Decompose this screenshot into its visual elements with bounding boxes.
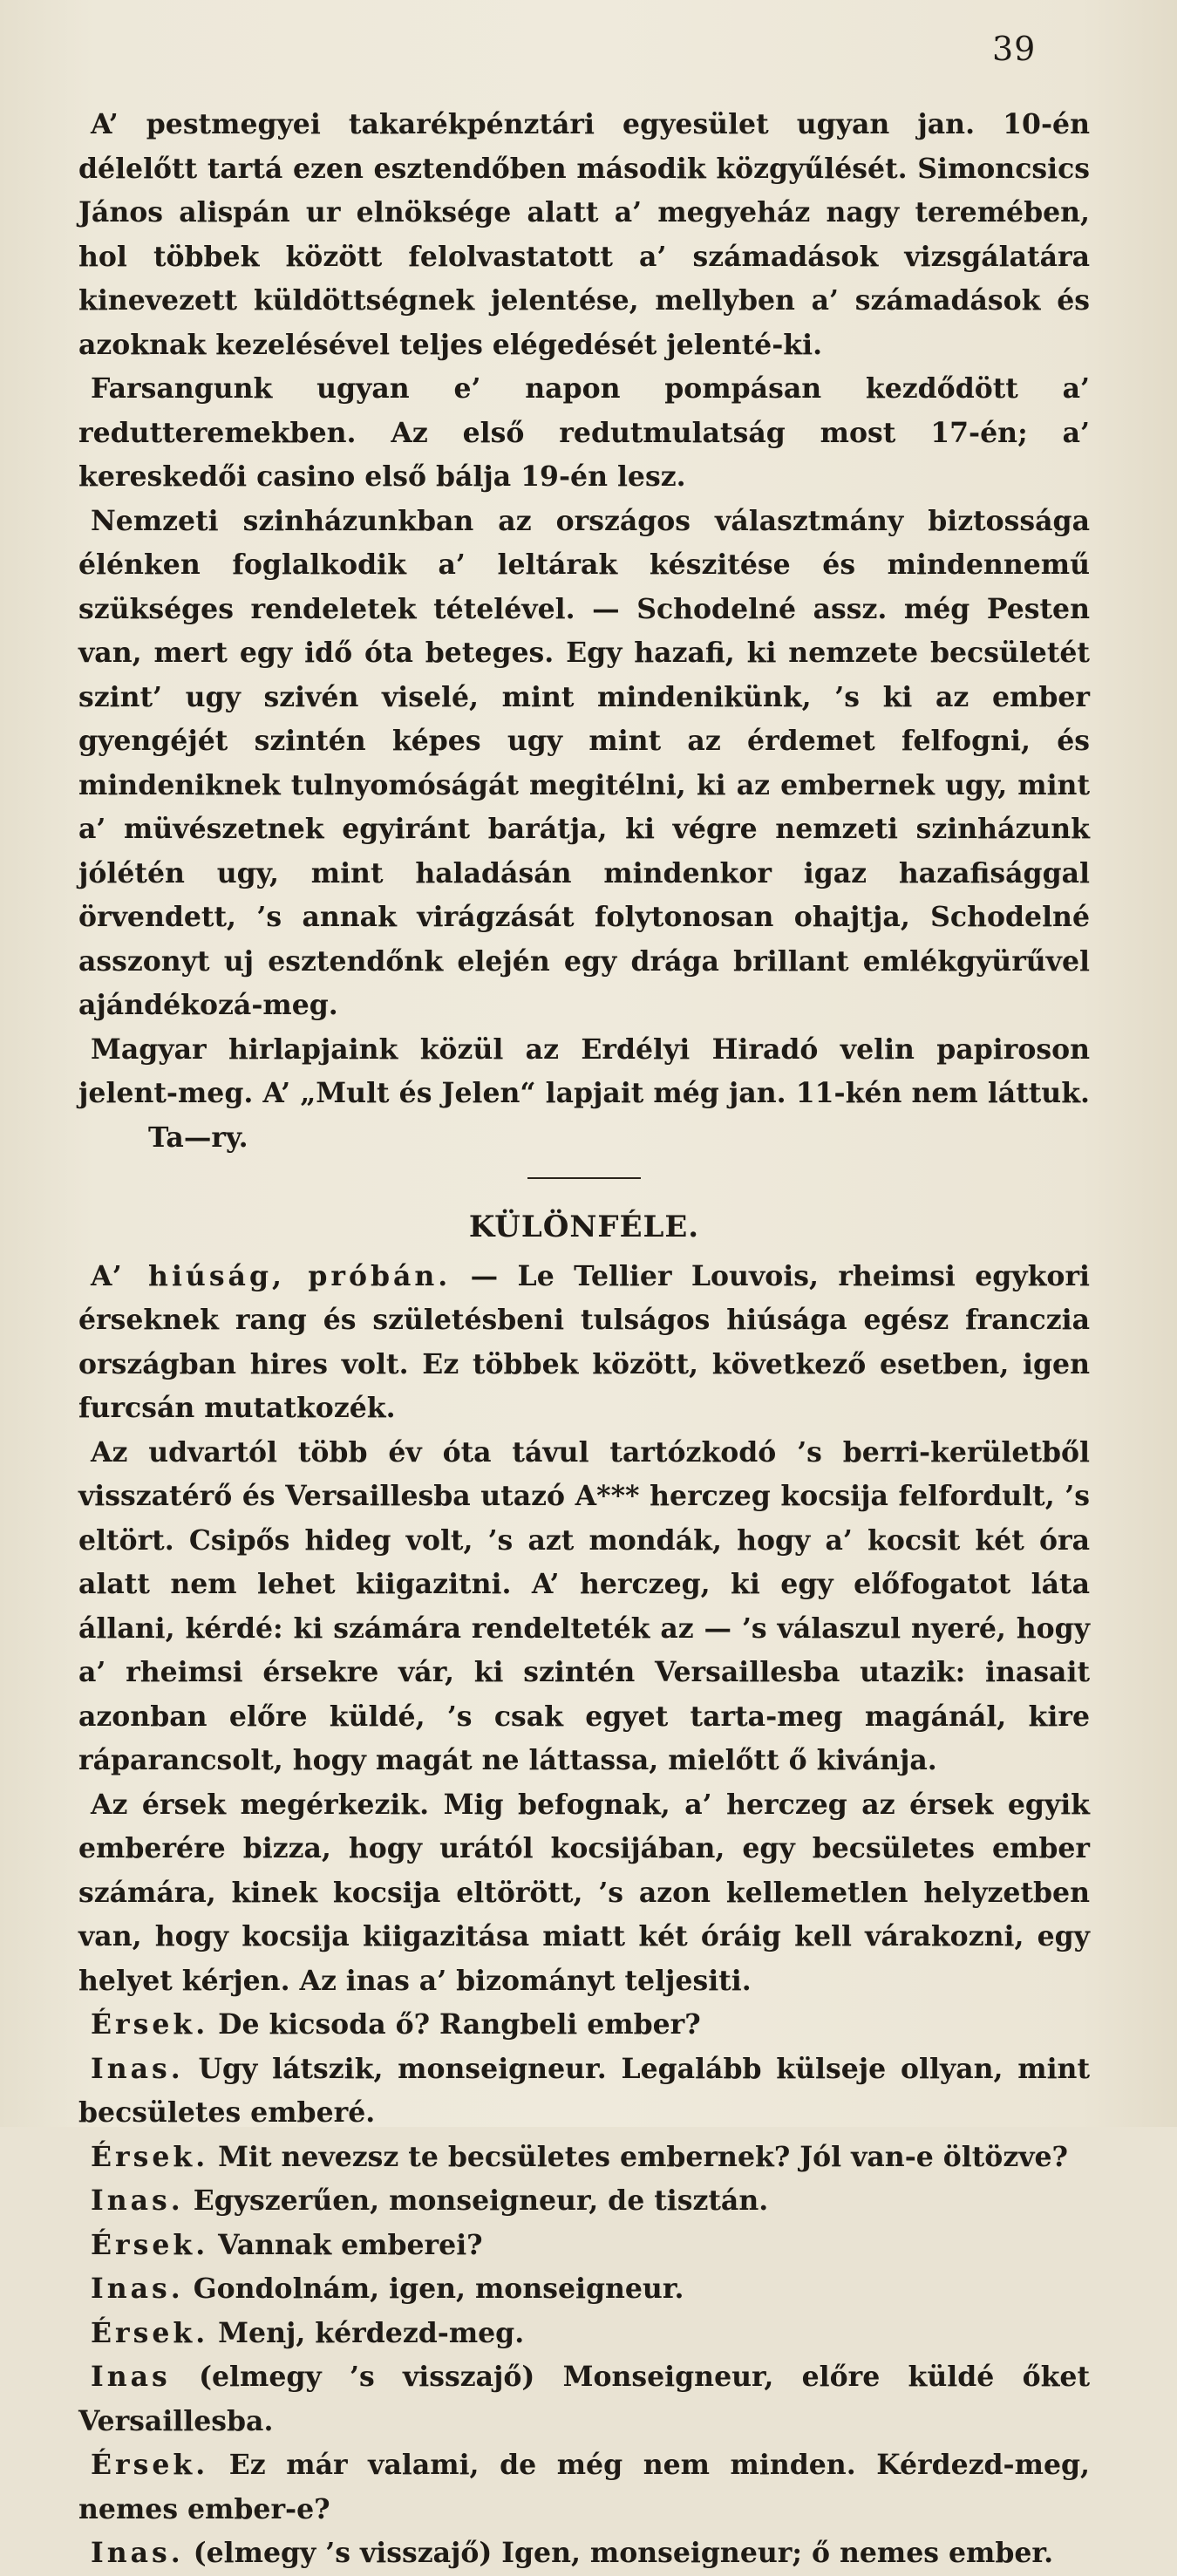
anecdote-paragraph: Az udvartól több év óta távul tartózkodó ’s berri-kerületből visszatérő és Versaillesba utazó A*** herczeg kocsija felfordult, ’s eltört. Csipős hideg volt, ’s azt mondák, hogy a’ kocsit két óra alatt nem lehet kiigazitni. A’ herczeg, ki egy előfogatot láta állani, kérdé: ki számára rendelteték az — ’s válaszul nyeré, hogy a’ rheimsi érsekre vár, ki szintén Versaillesba utazik: inasait azonban előre küldé, ’s csak egyet tarta-meg magánál, kire ráparancsolt, hogy magát ne láttassa, mielőtt ő kivánja. <box>78 1435 1090 1776</box>
anecdote-intro-text: — Le Tellier Louvois, rheimsi egykori érseknek rang és születésbeni tulságos hiúsága egész franczia országban hires volt. Ez többek között, következő esetben, igen furcsán mutatkozék. <box>78 1259 1091 1424</box>
dialogue-text: (elmegy ’s visszajő) Monseigneur, előre küldé őket Versaillesba. <box>78 2361 1091 2437</box>
dialogue-text: Egyszerűen, monseigneur, de tisztán. <box>193 2184 769 2217</box>
dialogue-text: Ugy látszik, monseigneur. Legalább külseje ollyan, mint becsületes emberé. <box>78 2052 1091 2129</box>
dialogue-speaker: Érsek. <box>91 2449 209 2481</box>
anecdote-intro <box>78 1255 1090 1431</box>
anecdote-title: A’ hiúság, próbán. <box>91 1259 452 1292</box>
page-text <box>78 103 1090 2576</box>
paragraph-hirlapok-text: Magyar hirlapjaink közül az Erdélyi Hiradó velin papiroson jelent-meg. A’ „Mult és Jelen“ lapjait még jan. 11-kén nem láttuk. <box>78 1032 1090 1109</box>
dialogue-text: Gondolnám, igen, monseigneur. <box>193 2273 684 2305</box>
dialogue-text: Mit nevezsz te becsületes embernek? Jól van-e öltözve? <box>218 2140 1069 2173</box>
dialogue-line <box>78 2355 1090 2443</box>
dialogue-text: Ez már valami, de még nem minden. Kérdezd-meg, nemes ember-e? <box>78 2449 1090 2525</box>
anecdote-paragraph: Az érsek megérkezik. Mig befognak, a’ herczeg az érsek egyik emberére bizza, hogy urától kocsijában, egy becsületes ember számára, kinek kocsija eltörött, ’s azon kellemetlen helyzetben van, hogy kocsija kiigazitása miatt két óráig kell várakozni, egy helyet kérjen. Az inas a’ bizományt teljesiti. <box>78 1788 1090 1997</box>
separator-rule <box>527 1177 641 1179</box>
dialogue-text: (elmegy ’s visszajő) Igen, monseigneur; ő nemes ember. <box>193 2537 1054 2569</box>
paragraph-takarekpenztar: A’ pestmegyei takarékpénztári egyesület ugyan jan. 10-én délelőtt tartá ezen esztendőben második közgyűlését. Simoncsics János alispán ur elnöksége alatt a’ megyeház nagy teremében, hol többek között felolvastatott a’ számadások vizsgálatára kinevezett küldöttségnek jelentése, mellyben a’ számadások és azoknak kezelésével teljes elégedését jelenté-ki. <box>78 108 1090 361</box>
dialogue-speaker: Inas. <box>91 2273 184 2305</box>
dialogue-line <box>78 2179 1090 2224</box>
dialogue-line <box>78 2532 1090 2576</box>
dialogue-speaker: Inas. <box>91 2184 184 2217</box>
page-number: 39 <box>992 30 1037 68</box>
dialogue-line <box>78 2443 1090 2532</box>
section-heading: KÜLÖNFÉLE. <box>468 1210 700 1244</box>
dialogue-speaker: Inas <box>91 2361 171 2393</box>
dialogue-speaker: Érsek. <box>91 2008 209 2041</box>
dialogue-line <box>78 2136 1090 2180</box>
dialogue-line <box>78 2312 1090 2356</box>
paragraph-hirlapok <box>78 1028 1090 1161</box>
signature: Ta—ry. <box>148 1121 248 1154</box>
paragraph-szinhaz: Nemzeti szinházunkban az országos választmány biztossága élénken foglalkodik a’ leltárak készitése és mindennemű szükséges rendeletek tételével. — Schodelné assz. még Pesten van, mert egy idő óta beteges. Egy hazafi, ki nemzete becsületét szint’ ugy szivén viselé, mint mindenikünk, ’s ki az ember gyengéjét szintén képes ugy mint az érdemet felfogni, és mindeniknek tulnyomóságát megitélni, ki az embernek ugy, mint a’ müvészetnek egyiránt barátja, ki végre nemzeti szinházunk jólétén ugy, mint haladásán mindenkor igaz hazafisággal örvendett, ’s annak virágzását folytonosan ohajtja, Schodelné asszonyt uj esztendőnk elején egy drága brillant emlékgyürűvel ajándékozá-meg. <box>78 504 1090 1021</box>
dialogue-text: Menj, kérdezd-meg. <box>218 2316 525 2349</box>
dialogue-speaker: Érsek. <box>91 2140 209 2173</box>
dialogue-text: Vannak emberei? <box>218 2228 483 2261</box>
dialogue-text: De kicsoda ő? Rangbeli ember? <box>218 2008 701 2041</box>
dialogue-speaker: Érsek. <box>91 2316 209 2349</box>
dialogue-line <box>78 2267 1090 2312</box>
dialogue-speaker: Érsek. <box>91 2228 209 2261</box>
dialogue-line <box>78 2003 1090 2048</box>
dialogue-speaker: Inas. <box>91 2052 184 2085</box>
paragraph-farsang: Farsangunk ugyan e’ napon pompásan kezdődött a’ redutteremekben. Az első redutmulatság most 17-én; a’ kereskedői casino első bálja 19-én lesz. <box>78 372 1090 493</box>
dialogue-line <box>78 2048 1090 2136</box>
dialogue-line <box>78 2224 1090 2268</box>
dialogue-speaker: Inas. <box>91 2537 184 2569</box>
